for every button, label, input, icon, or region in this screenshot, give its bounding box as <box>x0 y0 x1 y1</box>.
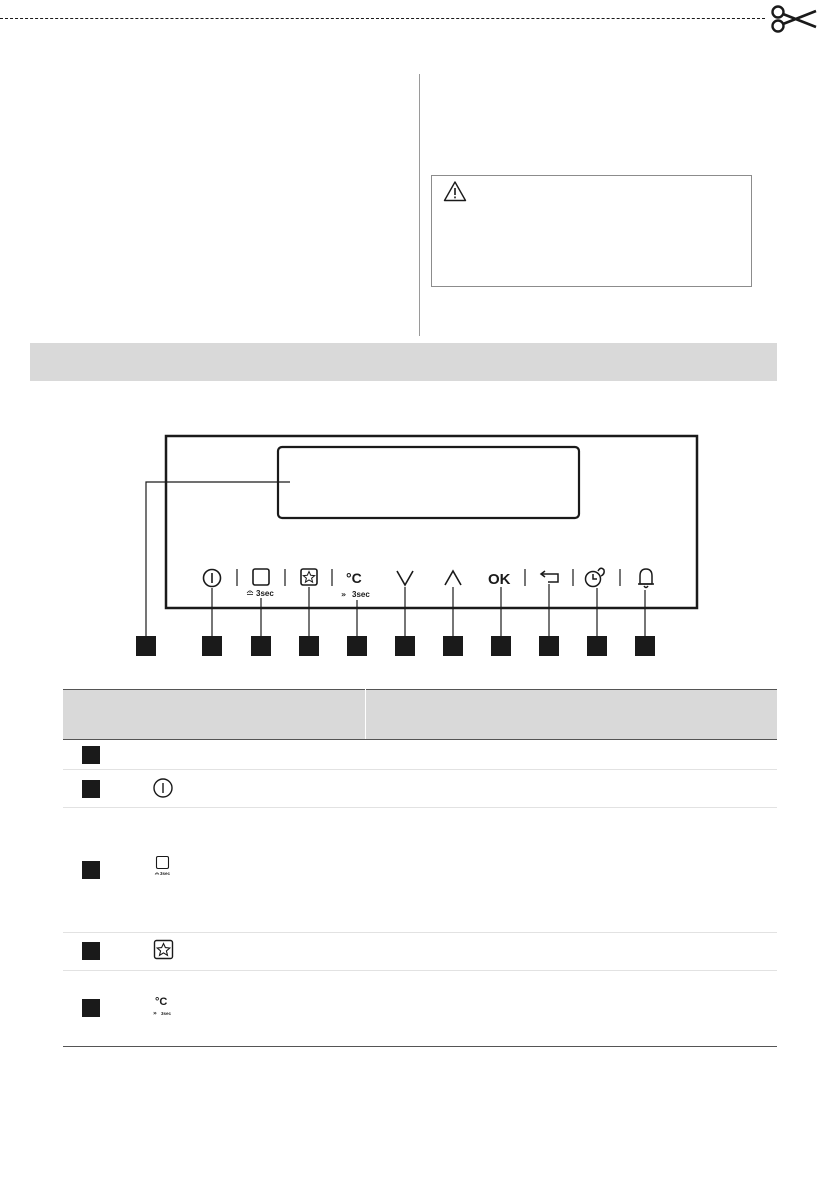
marker-7 <box>443 636 463 656</box>
down-arrow-icon <box>397 571 413 585</box>
row-temperature-hold-label: 3sec <box>161 1011 172 1016</box>
table-row-marker <box>82 999 100 1017</box>
display-window <box>278 447 579 518</box>
power-icon <box>204 570 221 587</box>
power-icon <box>151 775 175 801</box>
temperature-hold-label: 3sec <box>352 590 370 599</box>
marker-leader-lines <box>212 584 645 636</box>
svg-text:»: » <box>153 1010 157 1017</box>
temperature-icon <box>151 993 175 1019</box>
marker-1 <box>136 636 156 656</box>
up-arrow-icon <box>445 571 461 585</box>
marker-5 <box>347 636 367 656</box>
bell-icon <box>638 569 654 588</box>
panel-outline <box>166 436 697 608</box>
marker-4 <box>299 636 319 656</box>
heating-function-icon <box>152 855 176 881</box>
marker-2 <box>202 636 222 656</box>
table-row-marker <box>82 942 100 960</box>
row-temperature-symbol: °C <box>155 996 168 1008</box>
favourite-star-icon <box>301 569 317 585</box>
table-row-rule <box>63 769 777 770</box>
marker-9 <box>539 636 559 656</box>
temperature-fast-arrows: » <box>341 590 347 599</box>
table-row-marker <box>82 861 100 879</box>
table-bottom-rule <box>63 1046 777 1047</box>
table-row-marker <box>82 746 100 764</box>
favourite-star-icon <box>152 937 176 963</box>
table-row-rule <box>63 932 777 933</box>
table-header-column-separator <box>365 689 366 739</box>
marker-10 <box>587 636 607 656</box>
table-row-marker <box>82 780 100 798</box>
function-hold-label: 3sec <box>256 589 274 598</box>
temperature-symbol: °C <box>346 570 362 586</box>
marker-8 <box>491 636 511 656</box>
display-leader-line <box>146 482 290 636</box>
ok-label: OK <box>488 571 511 588</box>
table-header <box>63 689 777 739</box>
number-markers <box>136 636 655 656</box>
marker-3 <box>251 636 271 656</box>
timer-icon <box>586 568 605 586</box>
row-function-hold-label: 3sec <box>160 871 171 876</box>
marker-11 <box>635 636 655 656</box>
button-separators <box>237 569 620 586</box>
table-row-rule <box>63 970 777 971</box>
back-arrow-icon <box>541 571 558 582</box>
marker-6 <box>395 636 415 656</box>
table-row-rule <box>63 807 777 808</box>
table-row-rule <box>63 739 777 740</box>
